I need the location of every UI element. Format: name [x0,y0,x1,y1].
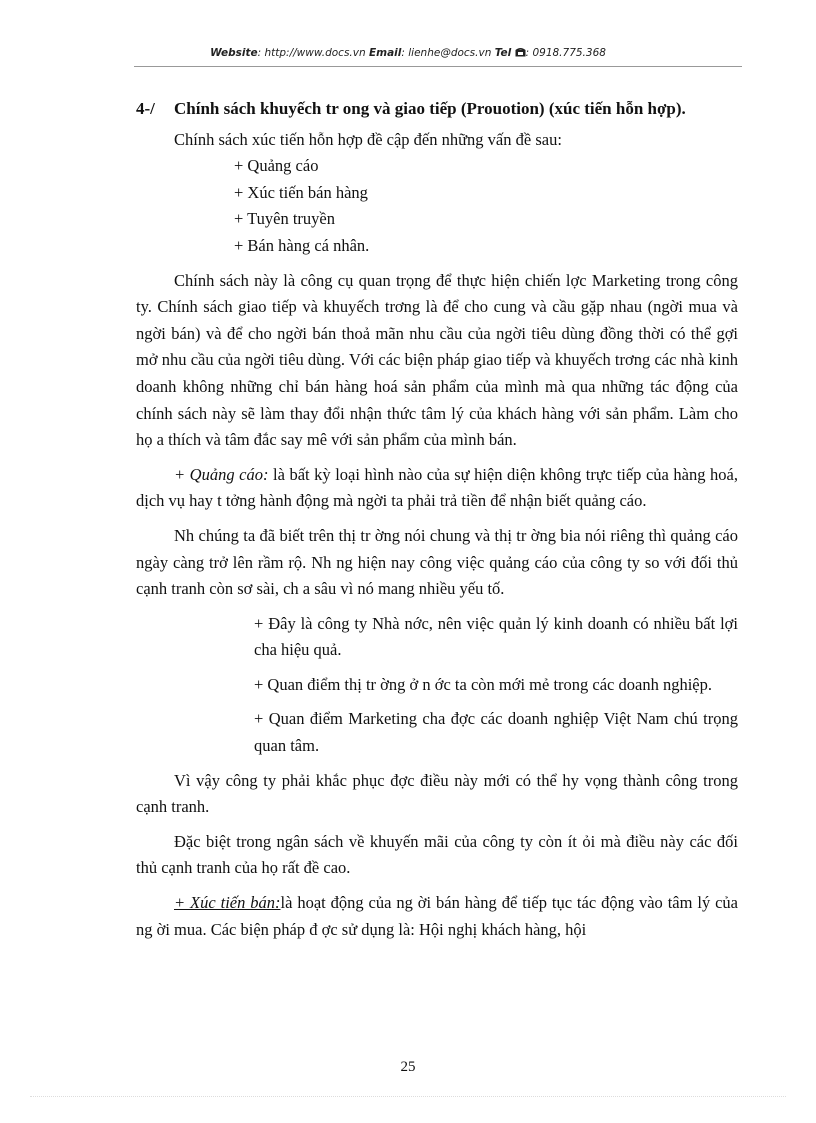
section-title: Chính sách khuyếch tr ong và giao tiếp (Prouotion) (xúc tiến hỗn hợp). [174,99,686,118]
website-label: Website [210,47,258,59]
sales-promotion-paragraph [136,890,738,943]
website-value: : http://www.docs.vn [257,47,366,59]
email-label: Email [368,47,402,59]
paragraph: Nh chúng ta đã biết trên thị tr ờng nói chung và thị tr ờng bia nói riêng thì quảng cáo ngày càng trở lên rầm rộ. Nh ng hiện nay công việc quảng cáo của công ty so với đối thủ cạnh tranh còn sơ sài, ch a sâu vì nó mang nhiều yếu tố. [136,525,738,599]
page-number: 25 [400,1059,416,1075]
list-item: + Bán hàng cá nhân. [234,235,370,255]
document-body [136,96,738,951]
section-number: 4-/ [136,99,155,118]
paragraph: Đặc biệt trong ngân sách về khuyến mãi của công ty còn ít ỏi mà điều này các đối thủ cạnh tranh của họ rất đề cao. [136,831,738,878]
sub-list-item: + Quan điểm Marketing cha đợc các doanh nghiệp Việt Nam chú trọng quan tâm. [254,709,738,756]
sales-promotion-label: + Xúc tiến bán: [174,893,281,913]
intro-paragraph: Chính sách xúc tiến hỗn hợp đề cập đến những vấn đề sau: [174,129,562,149]
sub-list-item: + Đây là công ty Nhà nớc, nên việc quản lý kinh doanh có nhiều bất lợi cha hiệu quả. [254,613,738,660]
page-header [0,47,816,59]
footer-divider [30,1096,786,1097]
email-value: : lienhe@docs.vn [401,47,492,59]
list-item: + Quảng cáo [234,156,319,176]
header-divider [134,66,742,67]
list-item: + Xúc tiến bán hàng [234,182,368,202]
sub-list-item: + Quan điểm thị tr ờng ở n ớc ta còn mới mẻ trong các doanh nghiệp. [254,674,712,694]
tel-label: Tel [494,47,512,59]
section-heading [136,96,738,123]
phone-icon [515,47,526,59]
tel-value: : 0918.775.368 [525,47,606,59]
advertising-label: + Quảng cáo: [174,464,269,484]
list-item: + Tuyên truyền [234,209,335,229]
advertising-paragraph [136,462,738,515]
sales-promotion-text: là hoạt động của ng ời bán hàng để tiếp tục tác động vào tâm lý của ng ời mua. Các biện pháp đ ợc sử dụng là: Hội nghị khách hàng, hội [136,893,739,939]
paragraph: Vì vậy công ty phải khắc phục đợc điều này mới có thể hy vọng thành công trong cạnh tranh. [136,770,738,817]
advertising-text: là bất kỳ loại hình nào của sự hiện diện không trực tiếp của hàng hoá, dịch vụ hay t tởng hành động mà ngời ta phải trả tiền để nhận biết quảng cáo. [136,464,738,511]
paragraph: Chính sách này là công cụ quan trọng để thực hiện chiến lợc Marketing trong công ty. Chính sách giao tiếp và khuyếch trơng là để cho cung và cầu gặp nhau (ngời mua và ngời bán) và để cho ngời bán thoả mãn nhu cầu của ngời tiêu dùng đồng thời có thể gợi mở nhu cầu của ngời tiêu dùng. Với các biện pháp giao tiếp và khuyếch trơng các nhà kinh doanh không những chỉ bán hàng hoá sản phẩm của mình mà qua những tác động của chính sách này sẽ làm thay đổi nhận thức tâm lý của khách hàng với sản phẩm. Làm cho họ a thích và tâm đắc say mê với sản phẩm của mình bán. [136,270,738,450]
